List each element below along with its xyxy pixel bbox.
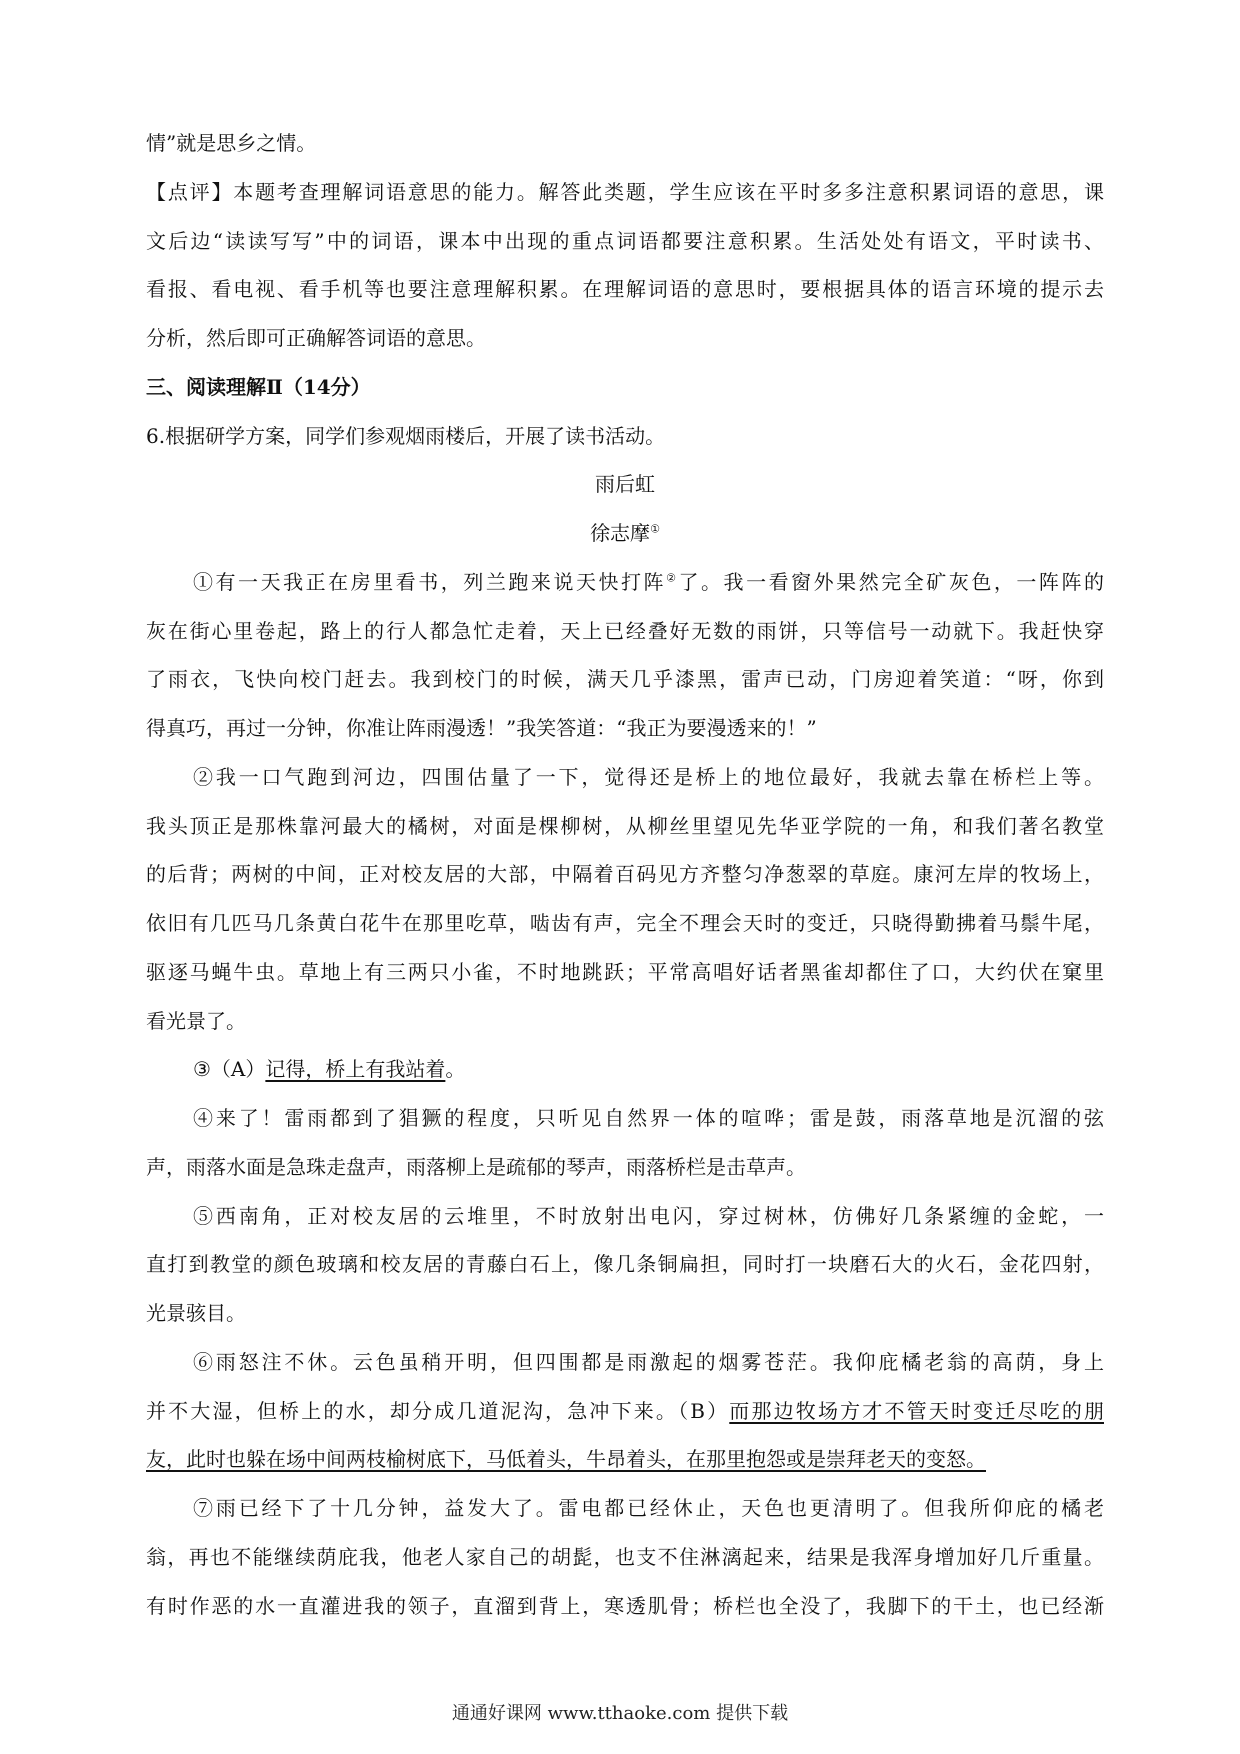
text-line	[146, 899, 1104, 948]
text-segment: 翁，再也不能继续荫庇我，他老人家自己的胡髭，也支不住淋漓起来，结果是我浑身增加好几斤重量。	[146, 1544, 1104, 1569]
text-segment: ⑤西南角，正对校友居的云堆里，不时放射出电闪，穿过树林，仿佛好几条紧缠的金蛇，一	[193, 1203, 1104, 1228]
text-segment: 的后背；两树的中间，正对校友居的大部，中隔着百码见方齐整匀净葱翠的草庭。康河左岸的牧场上，	[146, 862, 1104, 887]
footnote-marker: ②	[666, 571, 679, 585]
text-line	[146, 1289, 1104, 1338]
text-segment: 雨后虹	[595, 472, 655, 497]
text-line	[146, 1338, 1104, 1387]
text-segment: 光景骇目。	[146, 1301, 246, 1325]
text-segment: ⑦雨已经下了十几分钟，益发大了。雷电都已经休止，天色也更清明了。但我所仰庇的橘老	[193, 1496, 1104, 1520]
text-segment: 并不大湿，但桥上的水，却分成几道泥沟，急冲下来。（B）	[146, 1398, 730, 1423]
text-line	[146, 314, 1104, 363]
footnote-marker: ①	[650, 522, 660, 536]
text-line	[146, 1484, 1104, 1533]
passage-title	[146, 509, 1104, 558]
underlined-sentence: 而那边牧场方才不管天时变迁尽吃的朋	[729, 1398, 1104, 1423]
text-segment: 直打到教堂的颜色玻璃和校友居的青藤白石上，像几条铜扁担，同时打一块磨石大的火石，金花四射，	[146, 1252, 1104, 1277]
text-segment: ⑥雨怒注不休。云色虽稍开明，但四围都是雨激起的烟雾苍茫。我仰庇橘老翁的高荫，身上	[193, 1349, 1104, 1374]
text-line	[146, 558, 1104, 607]
underlined-sentence: 记得，桥上有我站着	[265, 1057, 446, 1082]
text-line	[146, 1045, 1104, 1094]
text-line	[146, 1387, 1104, 1436]
text-segment: 了。我一看窗外果然完全矿灰色，一阵阵的	[678, 569, 1104, 594]
underlined-sentence: 友，此时也躲在场中间两枝榆树底下，马低着头，牛昂着头，在那里抱怨或是崇拜老天的变怒。	[146, 1447, 986, 1472]
text-segment: 看报、看电视、看手机等也要注意理解积累。在理解词语的意思时，要根据具体的语言环境的提示去	[146, 277, 1104, 302]
text-line	[146, 1435, 1104, 1484]
text-line	[146, 753, 1104, 802]
text-line	[146, 265, 1104, 314]
text-line	[146, 1192, 1104, 1241]
text-segment: ①有一天我正在房里看书，列兰跑来说天快打阵	[193, 569, 667, 594]
text-segment: 驱逐马蝇牛虫。草地上有三两只小雀，不时地跳跃；平常高唱好话者黑雀却都住了口，大约伏在窠里	[146, 959, 1104, 984]
text-line	[146, 1240, 1104, 1289]
text-line	[146, 802, 1104, 851]
text-segment: 我头顶正是那株靠河最大的橘树，对面是棵柳树，从柳丝里望见先华亚学院的一角，和我们著名教堂	[146, 813, 1104, 838]
text-line	[146, 997, 1104, 1046]
text-segment: 分析，然后即可正确解答词语的意思。	[146, 326, 486, 350]
text-segment: 6.根据研学方案，同学们参观烟雨楼后，开展了读书活动。	[146, 423, 666, 448]
text-segment: ③（A）	[193, 1057, 266, 1082]
text-segment: ④来了！雷雨都到了猖獗的程度，只听见自然界一体的喧哗；雷是鼓，雨落草地是沉溜的弦	[193, 1106, 1104, 1130]
text-segment: 徐志摩	[590, 521, 651, 545]
text-line	[146, 948, 1104, 997]
text-segment: 情”就是思乡之情。	[146, 131, 317, 155]
text-segment: 得真巧，再过一分钟，你准让阵雨漫透！”我笑答道：“我正为要漫透来的！”	[146, 716, 817, 740]
text-line	[146, 655, 1104, 704]
text-line	[146, 704, 1104, 753]
section-heading	[146, 363, 1104, 412]
text-line	[146, 168, 1104, 217]
text-segment: 三、阅读理解Ⅱ（14分）	[146, 374, 371, 399]
document-body	[146, 119, 1104, 1630]
text-line	[146, 1094, 1104, 1143]
text-line	[146, 1533, 1104, 1582]
text-segment: 。	[445, 1057, 466, 1082]
text-segment: 了雨衣，飞快向校门赶去。我到校门的时候，满天几乎漆黑，雷声已动，门房迎着笑道：“呀，你到	[146, 667, 1104, 692]
text-line	[146, 119, 1104, 168]
text-segment: 有时作恶的水一直灌进我的领子，直溜到背上，寒透肌骨；桥栏也全没了，我脚下的干土，也已经渐	[146, 1593, 1104, 1618]
text-line	[146, 850, 1104, 899]
text-segment: 【点评】本题考查理解词语意思的能力。解答此类题，学生应该在平时多多注意积累词语的意思，课	[146, 179, 1104, 204]
text-segment: 依旧有几匹马几条黄白花牛在那里吃草，啮齿有声，完全不理会天时的变迁，只晓得勤拂着马鬃牛尾，	[146, 911, 1104, 935]
text-segment: 灰在街心里卷起，路上的行人都急忙走着，天上已经叠好无数的雨饼，只等信号一动就下。我赶快穿	[146, 618, 1104, 643]
text-segment: 看光景了。	[146, 1008, 246, 1033]
text-segment: 声，雨落水面是急珠走盘声，雨落柳上是疏郁的琴声，雨落桥栏是击草声。	[146, 1154, 806, 1179]
text-segment: 文后边“读读写写”中的词语，课本中出现的重点词语都要注意积累。生活处处有语文，平时读书、	[146, 228, 1104, 253]
text-line	[146, 1143, 1104, 1192]
text-line	[146, 607, 1104, 656]
text-segment: ②我一口气跑到河边，四围估量了一下，觉得还是桥上的地位最好，我就去靠在桥栏上等。	[193, 764, 1104, 789]
text-line	[146, 217, 1104, 266]
text-line	[146, 1582, 1104, 1631]
page-footer: 通通好课网 www.tthaoke.com 提供下载	[451, 1703, 789, 1724]
text-line	[146, 412, 1104, 461]
passage-title	[146, 460, 1104, 509]
